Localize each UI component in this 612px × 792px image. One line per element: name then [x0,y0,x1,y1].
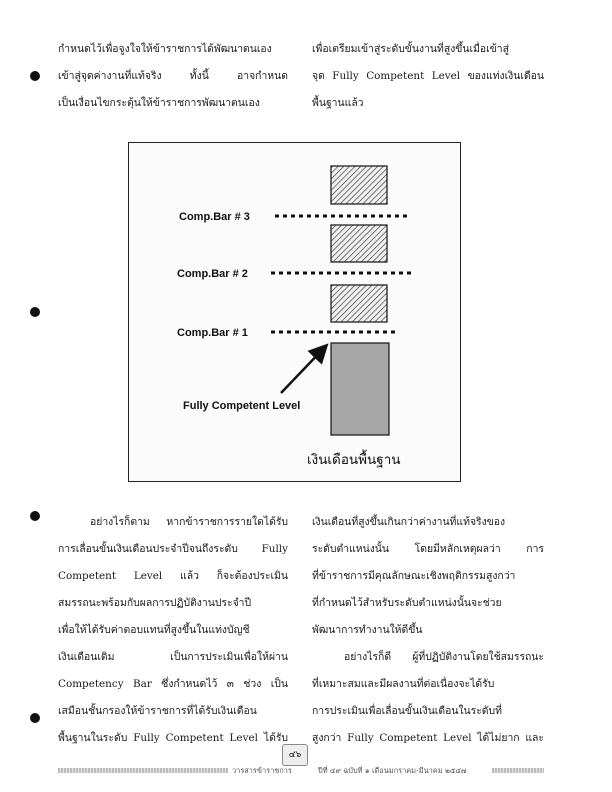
margin-bullet [30,713,40,723]
text-line: การเลื่อนขั้นเงินเดือนประจำปีจนถึงระดับ Fully [58,543,288,555]
footer-journal-title: วารสารข้าราชการ [232,766,292,775]
diagram-canvas [129,143,462,483]
footer-issue-info: ปีที่ ๔๙ ฉบับที่ ๑ เดือนมกราคม-มีนาคม ๒๕๔๗ [318,766,467,775]
margin-bullet [30,307,40,317]
bottom-left-paragraph [58,509,288,752]
text-line: อย่างไรก็ตาม หากข้าราชการรายใดได้รับ [90,516,288,528]
page-number: ๔๖ [282,744,308,766]
text-line: Competency Bar ซึ่งกำหนดไว้ ๓ ช่วง เป็น [58,678,288,690]
text-line: พื้นฐานแล้ว [312,97,364,109]
text-line: ระดับตำแหน่งนั้น โดยมีหลักเหตุผลว่า การ [312,543,544,555]
text-line: สมรรถนะพร้อมกับผลการปฏิบัติงานประจำปี [58,597,252,609]
comp-bar-1-label: Comp.Bar # 1 [177,327,248,339]
text-line: เงินเดือนเดิม เป็นการประเมินเพื่อให้ผ่าน [58,651,288,663]
text-line: เข้าสู่จุดค่างานที่แท้จริง ทั้งนี้ อาจกำหนด [58,70,288,82]
text-line: พัฒนาการทำงานให้ดีขึ้น [312,624,423,636]
footer-rule-left [58,768,228,773]
text-line: ที่กำหนดไว้สำหรับระดับตำแหน่งนั้นจะช่วย [312,597,502,609]
base-salary-box [331,343,389,435]
footer-rule-right [492,768,544,773]
text-line: ที่เหมาะสมและมีผลงานที่ต่อเนื่องจะได้รับ [312,678,495,690]
margin-bullet [30,71,40,81]
text-line: สูงกว่า Fully Competent Level ได้ไม่ยาก และ [312,732,544,744]
text-line: พื้นฐานในระดับ Fully Competent Level ได้รับ [58,732,288,744]
comp-bar-1-box [331,285,387,322]
text-line: การประเมินเพื่อเลื่อนขั้นเงินเดือนในระดับที่ [312,705,502,717]
text-line: เสมือนชั้นกรองให้ข้าราชการที่ได้รับเงินเดือน [58,705,257,717]
text-line: กำหนดไว้เพื่อจูงใจให้ข้าราชการได้พัฒนาตนเอง [58,43,272,55]
base-salary-label: เงินเดือนพื้นฐาน [307,452,401,468]
text-line: จุด Fully Competent Level ของแท่งเงินเดือน [312,70,544,82]
competency-bar-diagram [128,142,461,482]
text-line: เงินเดือนที่สูงขึ้นเกินกว่าค่างานที่แท้จริงของ [312,516,506,528]
arrow-icon [281,347,325,393]
comp-bar-2-label: Comp.Bar # 2 [177,268,248,280]
comp-bar-2-box [331,225,387,262]
text-line: Competent Level แล้ว ก็จะต้องประเมิน [58,570,288,582]
text-line: เป็นเงื่อนไขกระตุ้นให้ข้าราชการพัฒนาตนเอง [58,97,260,109]
text-line: ที่ข้าราชการมีคุณลักษณะเชิงพฤติกรรมสูงกว่า [312,570,516,582]
top-right-paragraph [312,36,544,117]
top-left-paragraph [58,36,288,117]
text-line: เพื่อเตรียมเข้าสู่ระดับขั้นงานที่สูงขึ้นเมื่อเข้าสู่ [312,43,509,55]
bottom-right-paragraph [312,509,544,752]
comp-bar-3-label: Comp.Bar # 3 [179,211,250,223]
margin-bullet [30,511,40,521]
fully-competent-label: Fully Competent Level [183,400,301,412]
text-line: เพื่อให้ได้รับค่าตอบแทนที่สูงขึ้นในแท่งบัญชี [58,624,250,636]
text-line: อย่างไรก็ดี ผู้ที่ปฏิบัติงานโดยใช้สมรรถนะ [344,651,544,663]
comp-bar-3-box [331,166,387,204]
